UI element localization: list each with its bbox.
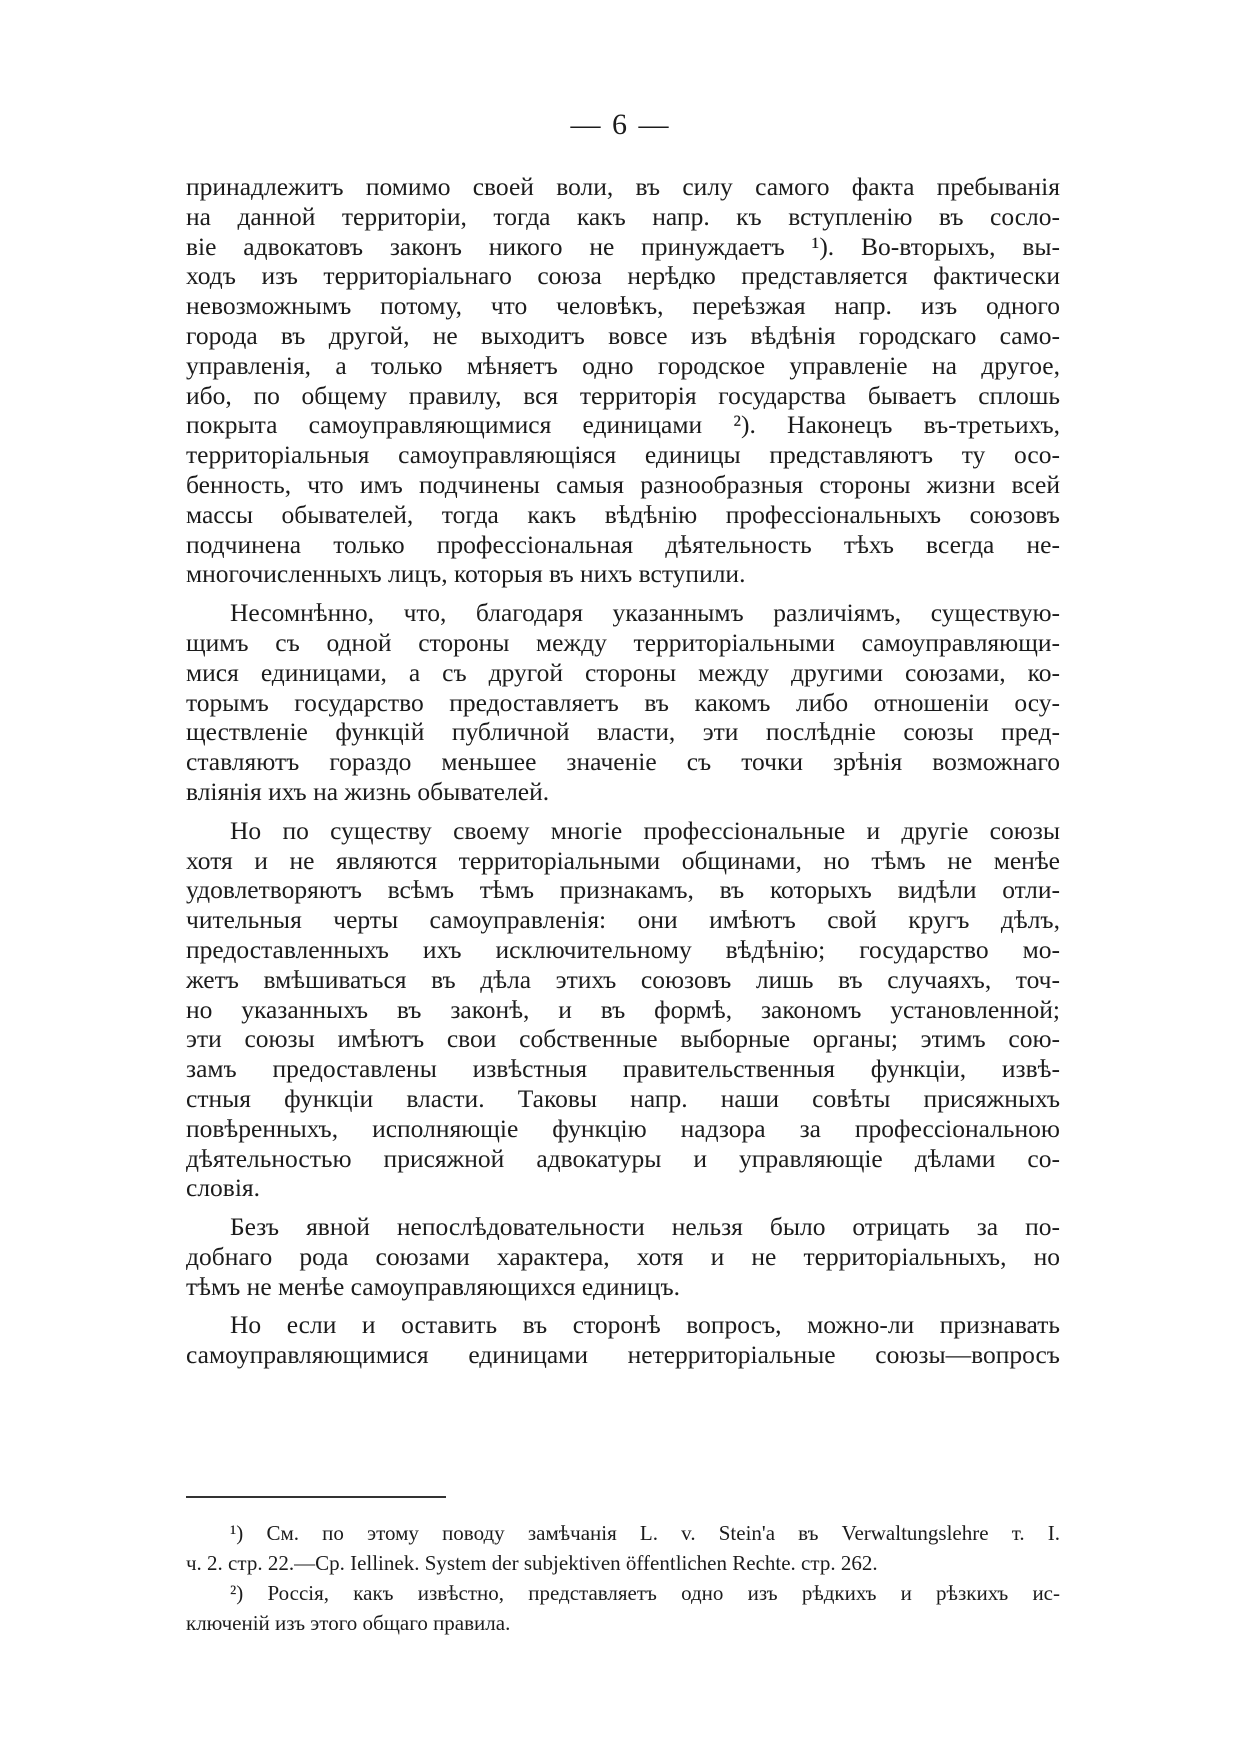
text-line: Несомнѣнно, что, благодаря указаннымъ различіямъ, существую-: [230, 598, 1060, 628]
text-line: торымъ государство предоставляетъ въ какомъ либо отношеніи осу-: [186, 687, 1060, 717]
footnote-line: ¹) См. по этому поводу замѣчанія L. v. Stein'a въ Verwaltungslehre т. I.: [230, 1521, 1060, 1545]
text-line: на данной территоріи, тогда какъ напр. къ вступленію въ сосло-: [186, 201, 1060, 231]
text-line: чительныя черты самоуправленія: они имѣютъ свой кругъ дѣлъ,: [186, 905, 1060, 935]
paragraph: [186, 1310, 1060, 1370]
paragraph: [186, 172, 1060, 589]
body-text: [186, 172, 1060, 1370]
text-line: невозможнымъ потому, что человѣкъ, переѣзжая напр. изъ одного: [186, 291, 1060, 321]
paragraph: [186, 816, 1060, 1203]
text-line: мися единицами, а съ другой стороны между другими союзами, ко-: [186, 657, 1060, 687]
text-line: принадлежитъ помимо своей воли, въ силу самого факта пребыванія: [186, 172, 1060, 201]
text-line: удовлетворяютъ всѣмъ тѣмъ признакамъ, въ которыхъ видѣли отли-: [186, 875, 1060, 905]
text-line: Безъ явной непослѣдовательности нельзя было отрицать за по-: [230, 1212, 1060, 1242]
text-line: повѣренныхъ, исполняющіе функцію надзора за профессіональною: [186, 1113, 1060, 1143]
text-line: многочисленныхъ лицъ, которыя въ нихъ вступили.: [186, 559, 746, 589]
page-number: — 6 —: [570, 108, 671, 141]
footnote-line: ключеній изъ этого общаго правила.: [186, 1611, 511, 1635]
text-line: территоріальныя самоуправляющіяся единицы представляютъ ту осо-: [186, 440, 1060, 470]
paragraph-gap: [186, 1203, 1060, 1212]
text-line: но указанныхъ въ законѣ, и въ формѣ, закономъ установленной;: [186, 994, 1060, 1024]
text-line: управленія, а только мѣняетъ одно городское управленіе на другое,: [186, 350, 1060, 380]
paragraph-gap: [186, 589, 1060, 598]
text-line: ибо, по общему правилу, вся территорія государства бываетъ сплошь: [186, 380, 1060, 410]
text-line: массы обывателей, тогда какъ вѣдѣнію профессіональныхъ союзовъ: [186, 499, 1060, 529]
text-line: щимъ съ одной стороны между территоріальными самоуправляющи-: [186, 627, 1060, 657]
paragraph: [186, 1212, 1060, 1301]
footnote: [186, 1578, 1060, 1638]
text-line: замъ предоставлены извѣстныя правительственныя функціи, извѣ-: [186, 1054, 1060, 1084]
text-line: города въ другой, не выходитъ вовсе изъ вѣдѣнія городскаго само-: [186, 320, 1060, 350]
text-line: дѣятельностью присяжной адвокатуры и управляющіе дѣлами со-: [186, 1143, 1060, 1173]
paragraph-gap: [186, 807, 1060, 816]
text-line: покрыта самоуправляющимися единицами ²). Наконецъ въ-третьихъ,: [186, 410, 1060, 440]
paragraph-gap: [186, 1301, 1060, 1310]
paragraph: [186, 598, 1060, 807]
text-line: Но если и оставить въ сторонѣ вопросъ, можно-ли признавать: [230, 1310, 1060, 1340]
text-line: добнаго рода союзами характера, хотя и не территоріальныхъ, но: [186, 1241, 1060, 1271]
text-line: ставляютъ гораздо меньшее значеніе съ точки зрѣнія возможнаго: [186, 747, 1060, 777]
text-line: віе адвокатовъ законъ никого не принуждаетъ ¹). Во-вторыхъ, вы-: [186, 231, 1060, 261]
footnote: [186, 1518, 1060, 1578]
footnotes: [186, 1518, 1060, 1638]
footnote-line: ²) Россія, какъ извѣстно, представляетъ одно изъ рѣдкихъ и рѣзкихъ ис-: [230, 1581, 1060, 1605]
text-line: стныя функціи власти. Таковы напр. наши совѣты присяжныхъ: [186, 1083, 1060, 1113]
text-line: жетъ вмѣшиваться въ дѣла этихъ союзовъ лишь въ случаяхъ, точ-: [186, 964, 1060, 994]
text-line: словія.: [186, 1173, 261, 1203]
text-line: бенность, что имъ подчинены самыя разнообразныя стороны жизни всей: [186, 469, 1060, 499]
text-line: ходъ изъ территоріальнаго союза нерѣдко представляется фактически: [186, 261, 1060, 291]
footnote-divider: [186, 1496, 446, 1498]
text-line: подчинена только профессіональная дѣятельность тѣхъ всегда не-: [186, 529, 1060, 559]
footnote-line: ч. 2. стр. 22.—Cp. Iellinek. System der subjektiven öffentlichen Rechte. стр. 262.: [186, 1551, 878, 1575]
text-line: самоуправляющимися единицами нетерриторіальные союзы—вопросъ: [186, 1340, 1060, 1370]
text-line: вліянія ихъ на жизнь обывателей.: [186, 776, 550, 806]
text-line: хотя и не являются территоріальными общинами, но тѣмъ не менѣе: [186, 845, 1060, 875]
text-line: предоставленныхъ ихъ исключительному вѣдѣнію; государство мо-: [186, 934, 1060, 964]
text-line: тѣмъ не менѣе самоуправляющихся единицъ.: [186, 1271, 681, 1301]
text-line: эти союзы имѣютъ свои собственные выборные органы; этимъ сою-: [186, 1024, 1060, 1054]
text-line: Но по существу своему многіе профессіональные и другіе союзы: [230, 815, 1060, 845]
text-line: ществленіе функцій публичной власти, эти послѣдніе союзы пред-: [186, 717, 1060, 747]
